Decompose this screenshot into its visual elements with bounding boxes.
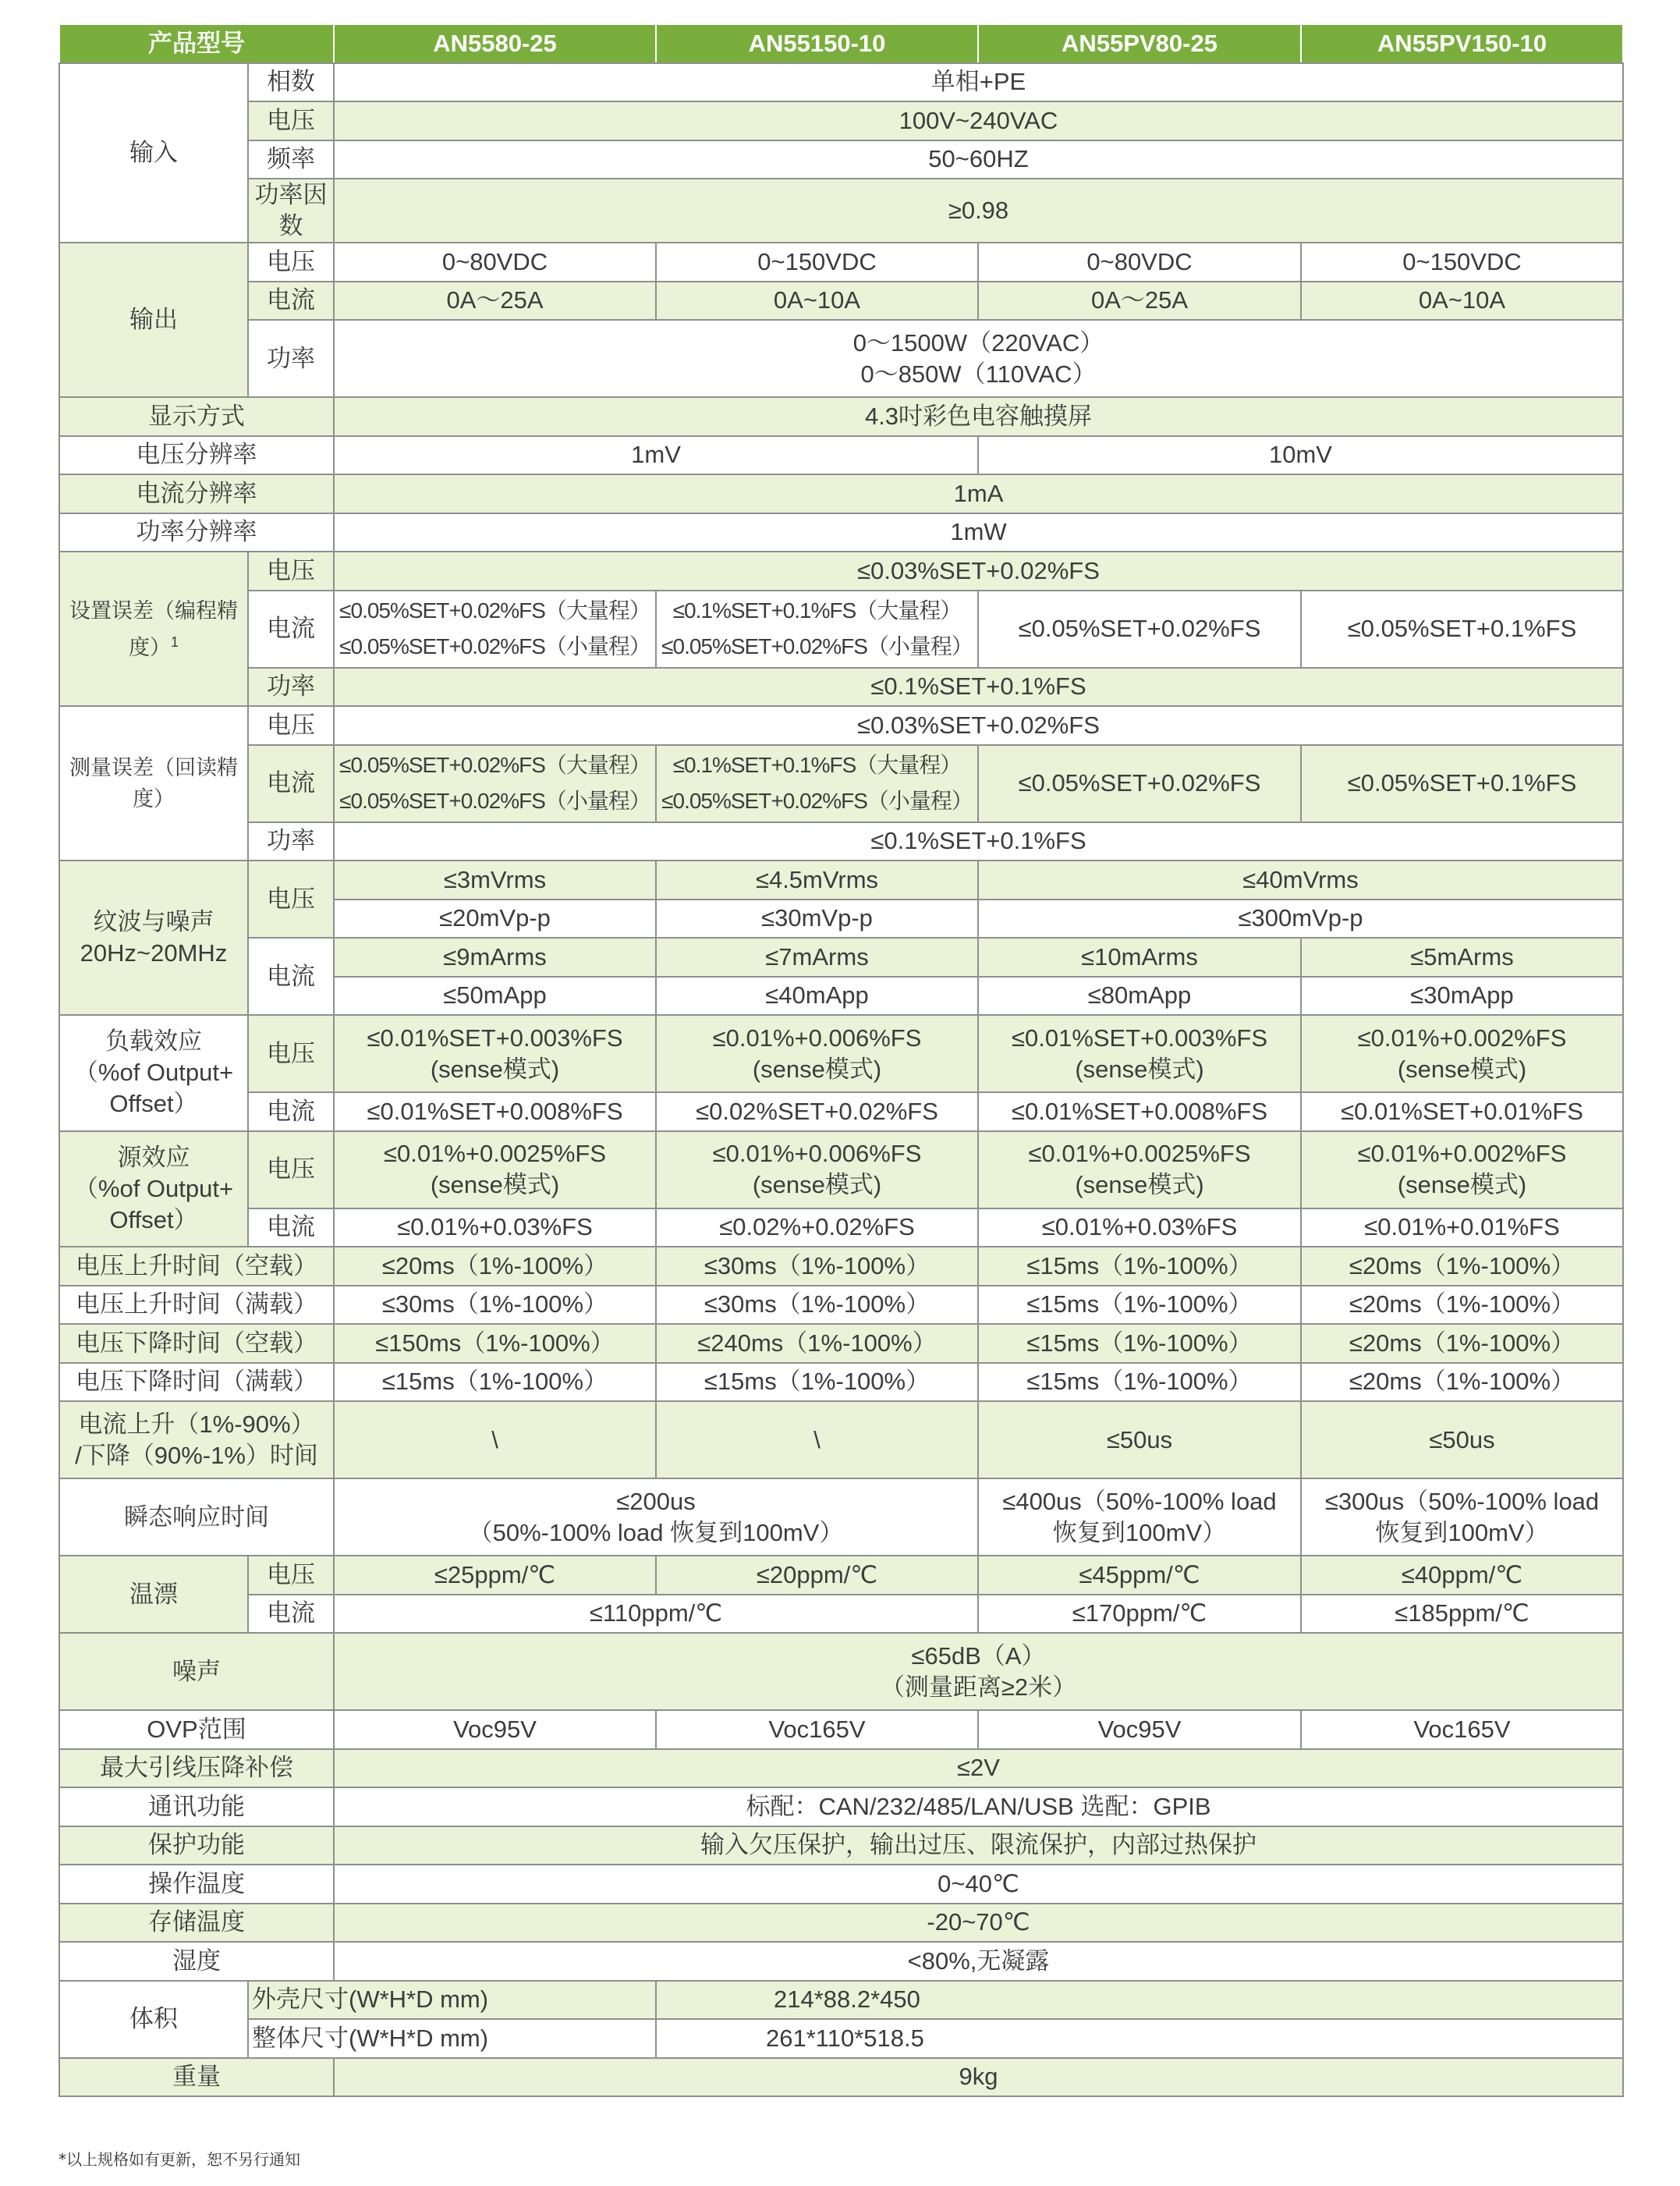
ripple-v-pp-2: ≤30mVp-p [656,900,978,939]
output-current-2: 0A~10A [656,282,978,321]
input-freq-label: 频率 [248,140,334,179]
setting-group-text: 设置误差（编程精度） [69,598,238,659]
output-power-line1: 0～1500W（220VAC） [852,328,1104,357]
display-label: 显示方式 [59,397,334,436]
noise-line2: （测量距离≥2米） [880,1673,1077,1701]
input-freq: 50~60HZ [334,140,1623,179]
protect-label: 保护功能 [59,1826,334,1865]
tempco-current-ab: ≤110ppm/℃ [334,1595,978,1634]
transient-ab-line1: ≤200us [616,1487,696,1515]
load-reg-voltage-3-value: ≤0.01%SET+0.003%FS [1011,1024,1268,1052]
timing-2-value-1: ≤30ms（1%-100%） [334,1286,656,1325]
timing-3-value-4: ≤20ms（1%-100%） [1301,1324,1623,1363]
load-reg-voltage-2 [656,1015,978,1092]
ovp-value-3: Voc95V [978,1710,1301,1749]
ripple-i-rms-4: ≤5mArms [1301,938,1623,977]
output-current-4: 0A~10A [1301,282,1623,321]
timing-2-value-4: ≤20ms（1%-100%） [1301,1286,1623,1325]
timing-4-value-3: ≤15ms（1%-100%） [978,1363,1301,1402]
load-reg-group [59,1015,248,1131]
header-model-1: AN5580-25 [334,24,656,63]
input-pf: ≥0.98 [334,179,1623,243]
line-reg-voltage-4 [1301,1131,1623,1208]
input-voltage: 100V~240VAC [334,101,1623,140]
ripple-v-pp-1: ≤20mVp-p [334,900,656,939]
input-group: 输入 [59,63,248,243]
weight-value: 9kg [334,2058,1623,2097]
timing-4-value-1: ≤15ms（1%-100%） [334,1363,656,1402]
output-voltage-1: 0~80VDC [334,243,656,282]
measure-current-4: ≤0.05%SET+0.1%FS [1301,745,1623,822]
ovp-value-2: Voc165V [656,1710,978,1749]
load-reg-current-label: 电流 [248,1092,334,1131]
input-voltage-label: 电压 [248,101,334,140]
load-reg-voltage-4-value: ≤0.01%+0.002%FS [1357,1024,1567,1052]
output-current-label: 电流 [248,282,334,321]
tempco-current-d: ≤185ppm/℃ [1301,1595,1623,1634]
load-reg-voltage-3 [978,1015,1301,1092]
ripple-v-pp-3: ≤300mVp-p [978,900,1623,939]
ripple-group-line1: 纹波与噪声 [93,908,214,935]
setting-current-2-line2: ≤0.05%SET+0.02%FS（小量程） [661,634,973,658]
line-reg-voltage-4-sense: (sense模式) [1397,1171,1527,1198]
output-group: 输出 [59,243,248,397]
line-reg-current-label: 电流 [248,1208,334,1247]
measure-voltage: ≤0.03%SET+0.02%FS [334,706,1623,745]
setting-current-2 [656,591,978,668]
v-res-label: 电压分辨率 [59,436,334,475]
measure-current-label: 电流 [248,745,334,822]
transient-label: 瞬态响应时间 [59,1478,334,1556]
load-reg-voltage-4 [1301,1015,1623,1092]
line-reg-voltage-1 [334,1131,656,1208]
transient-c-line2: 恢复到100mV） [1052,1518,1227,1546]
timing-4-value-2: ≤15ms（1%-100%） [656,1363,978,1402]
line-reg-voltage-4-value: ≤0.01%+0.002%FS [1357,1140,1567,1167]
v-res-value-2: 10mV [978,436,1623,475]
line-reg-voltage-label: 电压 [248,1131,334,1208]
transient-value-d [1301,1478,1623,1556]
setting-power-label: 功率 [248,668,334,707]
ovp-value-1: Voc95V [334,1710,656,1749]
current-rise-label [59,1401,334,1478]
load-reg-group-line1: 负载效应 [105,1027,202,1056]
volume-overall-value: 261*110*518.5 [656,2019,1623,2058]
noise-line1: ≤65dB（A） [911,1641,1046,1670]
line-reg-current-4: ≤0.01%+0.01%FS [1301,1208,1623,1247]
humidity-label: 湿度 [59,1942,334,1981]
ripple-v-rms-1: ≤3mVrms [334,861,656,900]
ripple-i-rms-1: ≤9mArms [334,938,656,977]
timing-label-4: 电压下降时间（满载） [59,1363,334,1402]
load-reg-current-4: ≤0.01%SET+0.01%FS [1301,1092,1623,1131]
tempco-voltage-2: ≤20ppm/℃ [656,1556,978,1595]
measure-voltage-label: 电压 [248,706,334,745]
timing-4-value-4: ≤20ms（1%-100%） [1301,1363,1623,1402]
current-rise-value-2: \ [656,1401,978,1478]
noise-label: 噪声 [59,1633,334,1710]
op-temp-value: 0~40℃ [334,1865,1623,1904]
header-model-3: AN55PV80-25 [978,24,1301,63]
line-reg-voltage-1-sense: (sense模式) [430,1171,560,1198]
line-reg-group-line2: （%of Output+ [73,1174,234,1202]
setting-current-1 [334,591,656,668]
measure-current-3: ≤0.05%SET+0.02%FS [978,745,1301,822]
ripple-v-rms-2: ≤4.5mVrms [656,861,978,900]
ripple-i-pp-4: ≤30mApp [1301,977,1623,1016]
line-reg-current-2: ≤0.02%+0.02%FS [656,1208,978,1247]
tempco-voltage-label: 电压 [248,1556,334,1595]
ripple-group [59,861,248,1015]
transient-ab-line2: （50%-100% load 恢复到100mV） [468,1518,844,1546]
p-res-label: 功率分辨率 [59,513,334,552]
line-reg-group-line3: Offset） [109,1205,198,1233]
measure-power-label: 功率 [248,822,334,861]
v-res-value-1: 1mV [334,436,978,475]
setting-voltage: ≤0.03%SET+0.02%FS [334,552,1623,591]
ripple-group-line2: 20Hz~20MHz [80,939,228,967]
current-rise-value-3: ≤50us [978,1401,1301,1478]
setting-current-3: ≤0.05%SET+0.02%FS [978,591,1301,668]
timing-label-1: 电压上升时间（空载） [59,1247,334,1286]
setting-group [59,552,248,706]
ripple-v-rms-3: ≤40mVrms [978,861,1623,900]
measure-current-1-line1: ≤0.05%SET+0.02%FS（大量程） [339,753,650,777]
op-temp-label: 操作温度 [59,1865,334,1904]
st-temp-value: -20~70℃ [334,1904,1623,1943]
line-reg-current-3: ≤0.01%+0.03%FS [978,1208,1301,1247]
humidity-value: <80%,无凝露 [334,1942,1623,1981]
line-reg-voltage-3 [978,1131,1301,1208]
setting-current-2-line1: ≤0.1%SET+0.1%FS（大量程） [672,598,962,623]
header-row [59,24,1623,63]
volume-overall-label: 整体尺寸(W*H*D mm) [248,2019,656,2058]
ripple-i-pp-3: ≤80mApp [978,977,1301,1016]
transient-value-ab [334,1478,978,1556]
setting-group-sup: 1 [170,633,179,650]
output-power-line2: 0～850W（110VAC） [860,360,1097,388]
transient-d-line2: 恢复到100mV） [1375,1518,1549,1546]
load-reg-group-line3: Offset） [109,1090,198,1118]
setting-voltage-label: 电压 [248,552,334,591]
setting-current-1-line1: ≤0.05%SET+0.02%FS（大量程） [339,598,650,623]
measure-power: ≤0.1%SET+0.1%FS [334,822,1623,861]
i-res-label: 电流分辨率 [59,474,334,513]
display-value: 4.3吋彩色电容触摸屏 [334,397,1623,436]
transient-c-line1: ≤400us（50%-100% load [1002,1487,1277,1515]
current-rise-value-4: ≤50us [1301,1401,1623,1478]
load-reg-group-line2: （%of Output+ [73,1059,234,1087]
setting-current-label: 电流 [248,591,334,668]
tempco-group: 温漂 [59,1556,248,1633]
protect-value: 输入欠压保护，输出过压、限流保护，内部过热保护 [334,1826,1623,1865]
measure-current-2 [656,745,978,822]
measure-current-1 [334,745,656,822]
ripple-current-label: 电流 [248,938,334,1015]
current-rise-value-1: \ [334,1401,656,1478]
spec-table [58,23,1624,2097]
output-power-label: 功率 [248,320,334,397]
load-reg-current-2: ≤0.02%SET+0.02%FS [656,1092,978,1131]
load-reg-voltage-1-value: ≤0.01%SET+0.003%FS [367,1024,623,1052]
output-power [334,320,1623,397]
output-voltage-3: 0~80VDC [978,243,1301,282]
volume-shell-value: 214*88.2*450 [656,1981,1623,2020]
timing-1-value-4: ≤20ms（1%-100%） [1301,1247,1623,1286]
line-reg-group-line1: 源效应 [117,1143,190,1171]
noise-value [334,1633,1623,1710]
input-pf-label: 功率因数 [248,179,334,243]
p-res-value: 1mW [334,513,1623,552]
tempco-voltage-4: ≤40ppm/℃ [1301,1556,1623,1595]
line-reg-voltage-2-sense: (sense模式) [752,1171,882,1198]
drop-comp-value: ≤2V [334,1749,1623,1788]
ripple-voltage-label: 电压 [248,861,334,938]
i-res-value: 1mA [334,474,1623,513]
measure-current-2-line1: ≤0.1%SET+0.1%FS（大量程） [672,753,962,777]
load-reg-voltage-4-sense: (sense模式) [1397,1055,1527,1083]
volume-group: 体积 [59,1981,248,2058]
timing-2-value-3: ≤15ms（1%-100%） [978,1286,1301,1325]
line-reg-voltage-2 [656,1131,978,1208]
load-reg-voltage-label: 电压 [248,1015,334,1092]
transient-d-line1: ≤300us（50%-100% load [1324,1487,1600,1515]
load-reg-voltage-1 [334,1015,656,1092]
line-reg-voltage-1-value: ≤0.01%+0.0025%FS [383,1140,606,1167]
setting-current-4: ≤0.05%SET+0.1%FS [1301,591,1623,668]
timing-2-value-2: ≤30ms（1%-100%） [656,1286,978,1325]
ovp-value-4: Voc165V [1301,1710,1623,1749]
timing-1-value-2: ≤30ms（1%-100%） [656,1247,978,1286]
load-reg-voltage-2-sense: (sense模式) [752,1055,882,1083]
input-phase-label: 相数 [248,63,334,102]
tempco-current-c: ≤170ppm/℃ [978,1595,1301,1634]
setting-power: ≤0.1%SET+0.1%FS [334,668,1623,707]
output-current-3: 0A～25A [978,282,1301,321]
output-voltage-4: 0~150VDC [1301,243,1623,282]
line-reg-group [59,1131,248,1247]
ovp-label: OVP范围 [59,1710,334,1749]
load-reg-voltage-3-sense: (sense模式) [1075,1055,1204,1083]
current-rise-label-line2: /下降（90%-1%）时间 [75,1441,318,1469]
setting-current-1-line2: ≤0.05%SET+0.02%FS（小量程） [339,634,650,658]
output-voltage-2: 0~150VDC [656,243,978,282]
line-reg-voltage-3-value: ≤0.01%+0.0025%FS [1028,1140,1251,1167]
tempco-voltage-1: ≤25ppm/℃ [334,1556,656,1595]
weight-label: 重量 [59,2058,334,2097]
output-voltage-label: 电压 [248,243,334,282]
measure-current-2-line2: ≤0.05%SET+0.02%FS（小量程） [661,789,973,813]
timing-1-value-1: ≤20ms（1%-100%） [334,1247,656,1286]
comm-label: 通讯功能 [59,1787,334,1826]
ripple-i-rms-3: ≤10mArms [978,938,1301,977]
line-reg-voltage-2-value: ≤0.01%+0.006%FS [712,1140,922,1167]
tempco-voltage-3: ≤45ppm/℃ [978,1556,1301,1595]
volume-shell-label: 外壳尺寸(W*H*D mm) [248,1981,656,2020]
line-reg-current-1: ≤0.01%+0.03%FS [334,1208,656,1247]
drop-comp-label: 最大引线压降补偿 [59,1749,334,1788]
measure-group: 测量误差（回读精度） [59,706,248,861]
timing-1-value-3: ≤15ms（1%-100%） [978,1247,1301,1286]
timing-3-value-2: ≤240ms（1%-100%） [656,1324,978,1363]
footnote: *以上规格如有更新，恕不另行通知 [58,2150,300,2169]
measure-current-1-line2: ≤0.05%SET+0.02%FS（小量程） [339,789,650,813]
ripple-i-pp-1: ≤50mApp [334,977,656,1016]
input-phase: 单相+PE [334,63,1623,102]
timing-label-2: 电压上升时间（满载） [59,1286,334,1325]
load-reg-current-3: ≤0.01%SET+0.008%FS [978,1092,1301,1131]
st-temp-label: 存储温度 [59,1904,334,1943]
output-current-1: 0A～25A [334,282,656,321]
timing-label-3: 电压下降时间（空载） [59,1324,334,1363]
tempco-current-label: 电流 [248,1595,334,1634]
load-reg-voltage-2-value: ≤0.01%+0.006%FS [712,1024,922,1052]
header-model-label: 产品型号 [59,24,334,63]
timing-3-value-3: ≤15ms（1%-100%） [978,1324,1301,1363]
ripple-i-rms-2: ≤7mArms [656,938,978,977]
ripple-i-pp-2: ≤40mApp [656,977,978,1016]
load-reg-current-1: ≤0.01%SET+0.008%FS [334,1092,656,1131]
header-model-2: AN55150-10 [656,24,978,63]
load-reg-voltage-1-sense: (sense模式) [430,1055,560,1083]
line-reg-voltage-3-sense: (sense模式) [1075,1171,1204,1198]
transient-value-c [978,1478,1301,1556]
timing-3-value-1: ≤150ms（1%-100%） [334,1324,656,1363]
current-rise-label-line1: 电流上升（1%-90%） [78,1410,315,1438]
header-model-4: AN55PV150-10 [1301,24,1623,63]
comm-value: 标配：CAN/232/485/LAN/USB 选配：GPIB [334,1787,1623,1826]
